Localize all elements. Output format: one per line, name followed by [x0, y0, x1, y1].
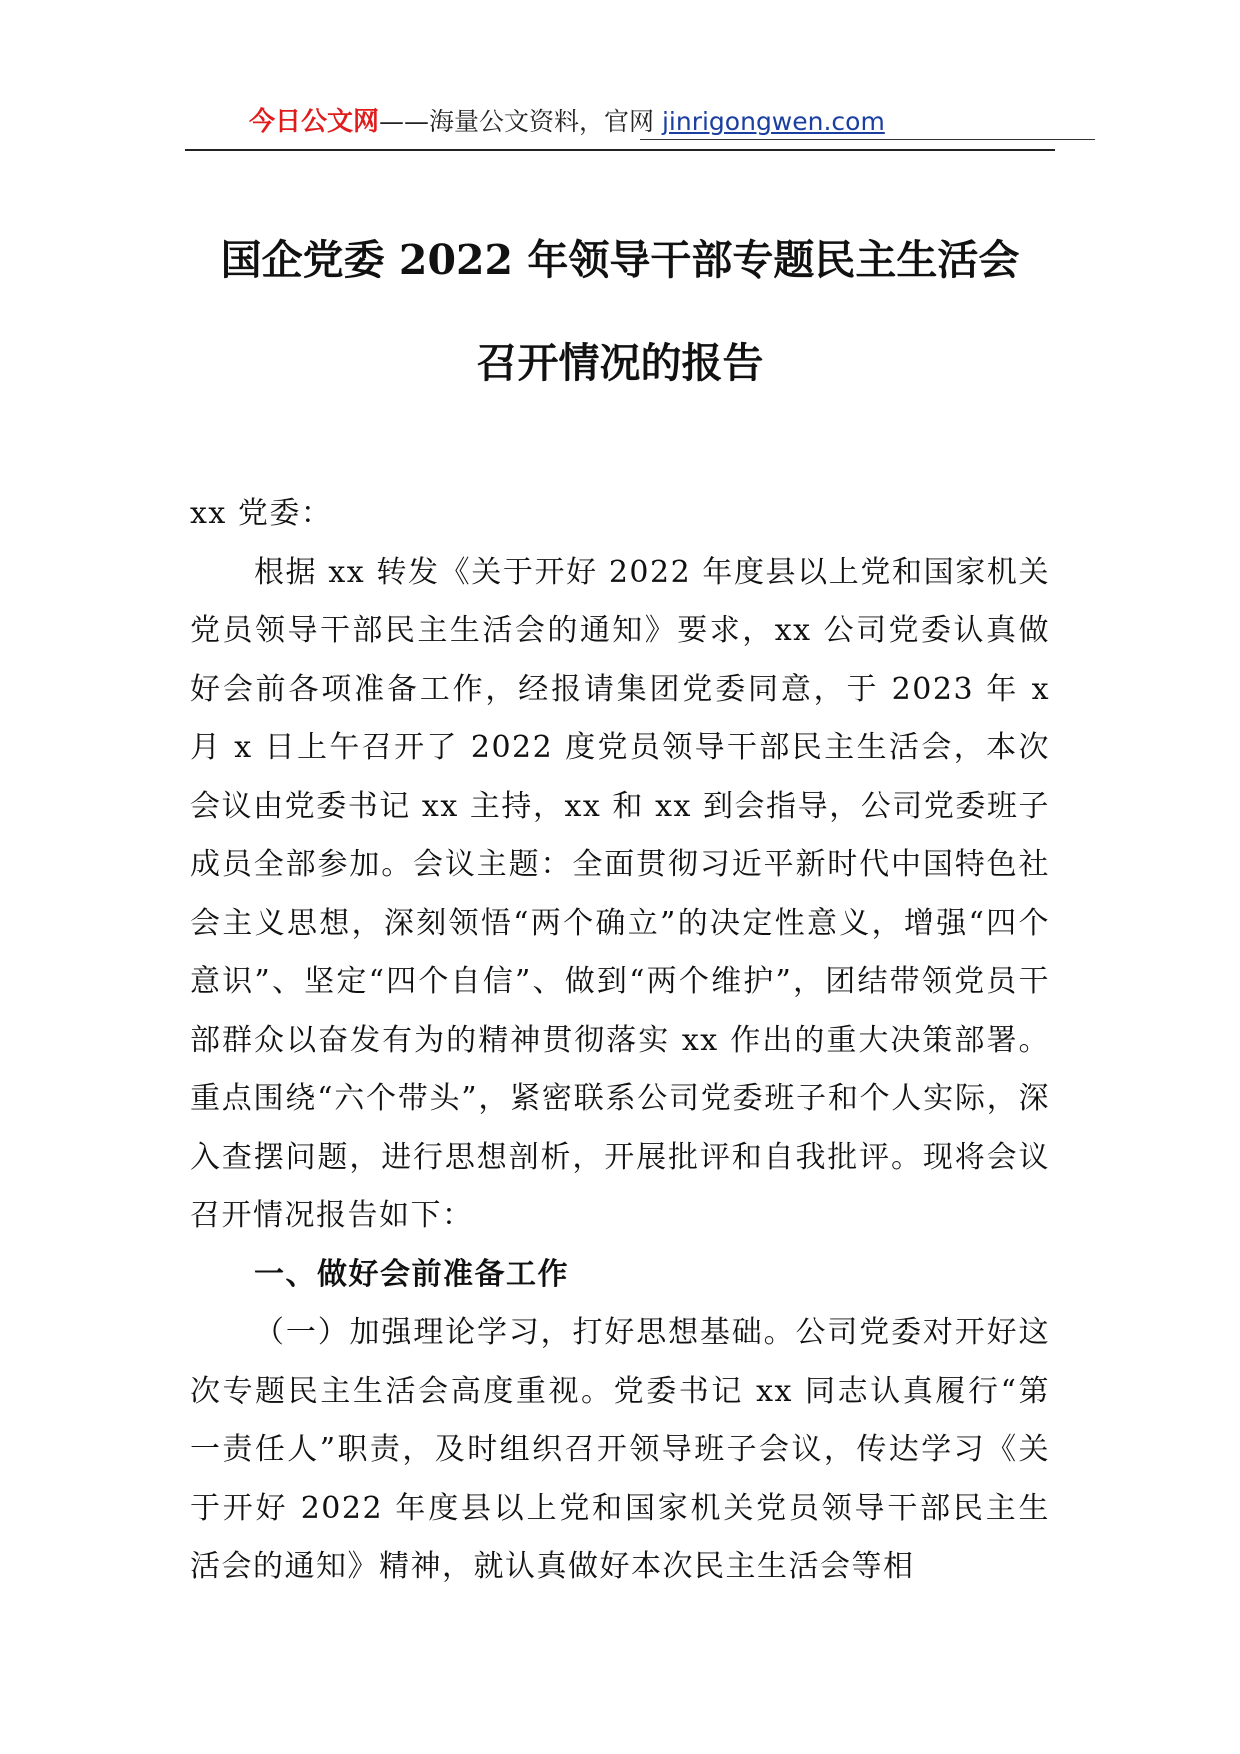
document-title-line-2: 召开情况的报告 [476, 339, 764, 387]
brand-name: 今日公文网 [249, 107, 380, 137]
header-tagline: ——海量公文资料，官网 [379, 107, 662, 136]
header-divider [185, 149, 1055, 151]
document-body [190, 485, 1050, 1597]
body-paragraph-2: （一）加强理论学习，打好思想基础。公司党委对开好这次专题民主生活会高度重视。党委书记 xx 同志认真履行“第一责任人”职责，及时组织召开领导班子会议，传达学习《关于开好 2022 年度县以上党和国家机关党员领导干部民主生活会的通知》精神，就认真做好本次民主生活会等相 [190, 1315, 1050, 1584]
body-paragraph-1: 根据 xx 转发《关于开好 2022 年度县以上党和国家机关党员领导干部民主生活会的通知》要求，xx 公司党委认真做好会前各项准备工作，经报请集团党委同意，于 2023 年 x 月 x 日上午召开了 2022 度党员领导干部民主生活会，本次会议由党委书记 xx 主持，xx 和 xx 到会指导，公司党委班子成员全部参加。会议主题：全面贯彻习近平新时代中国特色社会主义思想，深刻领悟“两个确立”的决定性意义，增强“四个意识”、坚定“四个自信”、做到“两个维护”，团结带领党员干部群众以奋发有为的精神贯彻落实 xx 作出的重大决策部署。重点围绕“六个带头”，紧密联系公司党委班子和个人实际，深入查摆问题，进行思想剖析，开展批评和自我批评。现将会议召开情况报告如下： [190, 554, 1050, 1233]
document-title-line-1: 国企党委 2022 年领导干部专题民主生活会 [220, 236, 1020, 284]
header-text [249, 106, 885, 138]
website-link[interactable]: jinrigongwen.com [661, 107, 885, 136]
header-underline [640, 139, 1095, 140]
salutation: xx 党委： [190, 496, 333, 531]
section-heading-1: 一、做好会前准备工作 [254, 1256, 569, 1292]
page-header [185, 100, 1055, 144]
